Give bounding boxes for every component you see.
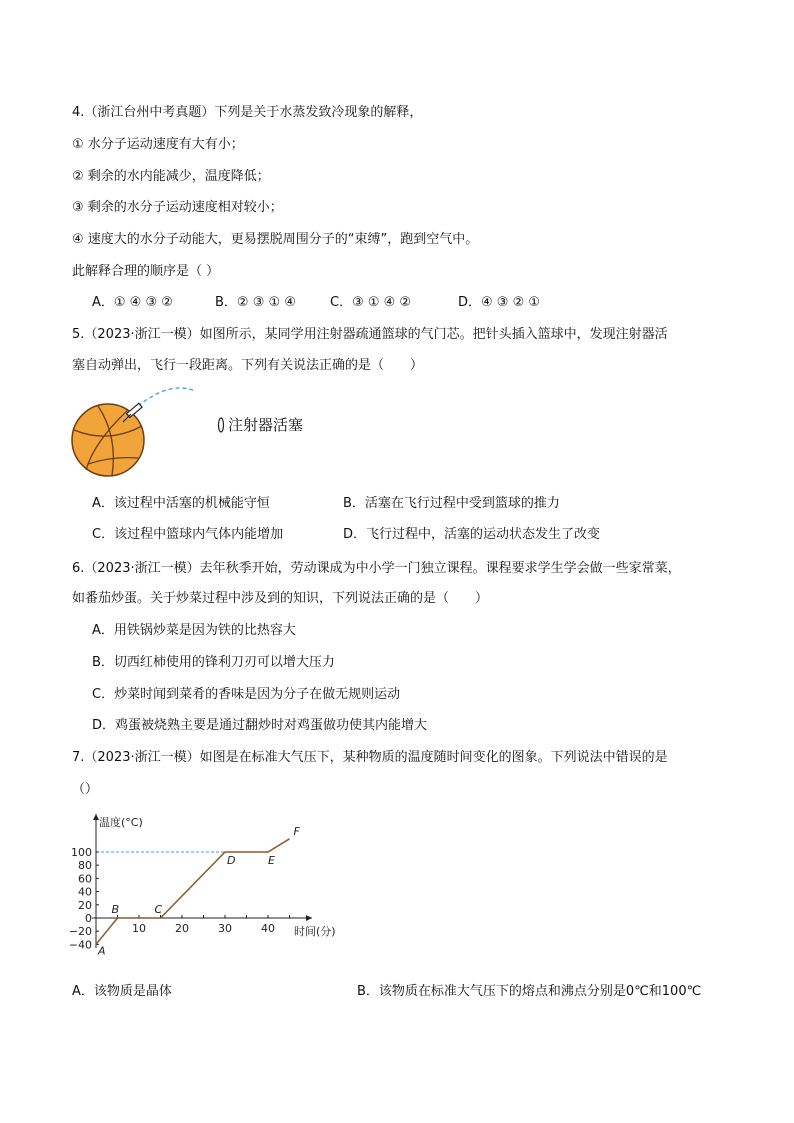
point-label-b: B bbox=[111, 903, 120, 916]
q5-stem-line-2: 塞自动弹出，飞行一段距离。下列有关说法正确的是（ ） bbox=[72, 358, 424, 373]
y-tick-label: 0 bbox=[85, 912, 92, 925]
q5-option-d[interactable]: D．飞行过程中，活塞的运动状态发生了改变 bbox=[343, 527, 601, 542]
q4-question: 此解释合理的顺序是（ ） bbox=[72, 264, 220, 279]
q5-option-b[interactable]: B．活塞在飞行过程中受到篮球的推力 bbox=[343, 496, 560, 511]
x-tick-label: 10 bbox=[132, 922, 146, 935]
q7-option-b[interactable]: B．该物质在标准大气压下的熔点和沸点分别是0℃和100℃ bbox=[357, 984, 702, 999]
q4-option-c[interactable]: C．③ ① ④ ② bbox=[330, 295, 412, 310]
y-tick-label: −40 bbox=[68, 938, 92, 952]
q4-statement-1: ① 水分子运动速度有大有小； bbox=[72, 137, 244, 152]
point-label-c: C bbox=[154, 903, 163, 916]
q4-statement-4: ④ 速度大的水分子动能大，更易摆脱周围分子的“束缚”，跑到空气中。 bbox=[72, 232, 479, 247]
y-tick-label: 60 bbox=[78, 872, 92, 886]
basketball-figure bbox=[68, 384, 248, 484]
q7-stem-line-2: （） bbox=[72, 782, 99, 797]
q5-stem-line-1: 5.（2023·浙江一模）如图所示，某同学用注射器疏通篮球的气门芯。把针头插入篮球中，发现注射器活 bbox=[72, 327, 668, 342]
q5-option-c[interactable]: C．该过程中篮球内气体内能增加 bbox=[92, 527, 284, 542]
point-label-d: D bbox=[227, 854, 236, 867]
q6-option-d[interactable]: D．鸡蛋被烧熟主要是通过翻炒时对鸡蛋做功使其内能增大 bbox=[92, 718, 428, 733]
q4-stem: 4.（浙江台州中考真题）下列是关于水蒸发致冷现象的解释， bbox=[72, 105, 423, 120]
point-label-e: E bbox=[268, 854, 275, 867]
q6-stem-line-1: 6.（2023·浙江一模）去年秋季开始，劳动课成为中小学一门独立课程。课程要求学生学会做一些家常菜， bbox=[72, 561, 681, 576]
q4-option-a[interactable]: A．① ④ ③ ② bbox=[92, 295, 173, 310]
y-tick-label: 40 bbox=[78, 885, 92, 899]
y-tick-label: −20 bbox=[68, 925, 92, 939]
q6-option-c[interactable]: C．炒菜时闻到菜肴的香味是因为分子在做无规则运动 bbox=[92, 687, 401, 702]
q6-option-a[interactable]: A．用铁锅炒菜是因为铁的比热容大 bbox=[92, 623, 296, 638]
q4-option-d[interactable]: D．④ ③ ② ① bbox=[458, 295, 541, 310]
q4-statement-3: ③ 剩余的水分子运动速度相对较小； bbox=[72, 200, 283, 215]
point-label-f: F bbox=[293, 824, 300, 838]
x-tick-label: 40 bbox=[261, 922, 275, 935]
piston-icon bbox=[217, 416, 225, 434]
point-label-a: A bbox=[98, 944, 106, 958]
y-tick-label: 100 bbox=[71, 846, 92, 859]
q7-stem-line-1: 7.（2023·浙江一模）如图是在标准大气压下，某种物质的温度随时间变化的图象。下列说法中错误的是 bbox=[72, 750, 668, 765]
q7-option-a[interactable]: A．该物质是晶体 bbox=[72, 984, 172, 999]
piston-trajectory bbox=[138, 388, 193, 406]
y-axis-label: 温度(°C) bbox=[99, 816, 143, 829]
temperature-time-chart bbox=[66, 808, 336, 958]
q5-figure-caption: 注射器活塞 bbox=[228, 416, 304, 434]
q6-stem-line-2: 如番茄炒蛋。关于炒菜过程中涉及到的知识，下列说法正确的是（ ） bbox=[72, 591, 489, 606]
y-tick-label: 80 bbox=[78, 859, 92, 873]
q4-option-b[interactable]: B．② ③ ① ④ bbox=[215, 295, 296, 310]
q4-statement-2: ② 剩余的水内能减少，温度降低； bbox=[72, 169, 270, 184]
y-tick-label: 20 bbox=[78, 898, 92, 912]
q5-option-a[interactable]: A．该过程中活塞的机械能守恒 bbox=[92, 496, 270, 511]
x-axis-label: 时间(分) bbox=[294, 925, 336, 938]
x-tick-label: 20 bbox=[175, 922, 189, 935]
x-tick-label: 30 bbox=[218, 922, 232, 935]
q6-option-b[interactable]: B．切西红柿使用的锋利刀刃可以增大压力 bbox=[92, 655, 335, 670]
